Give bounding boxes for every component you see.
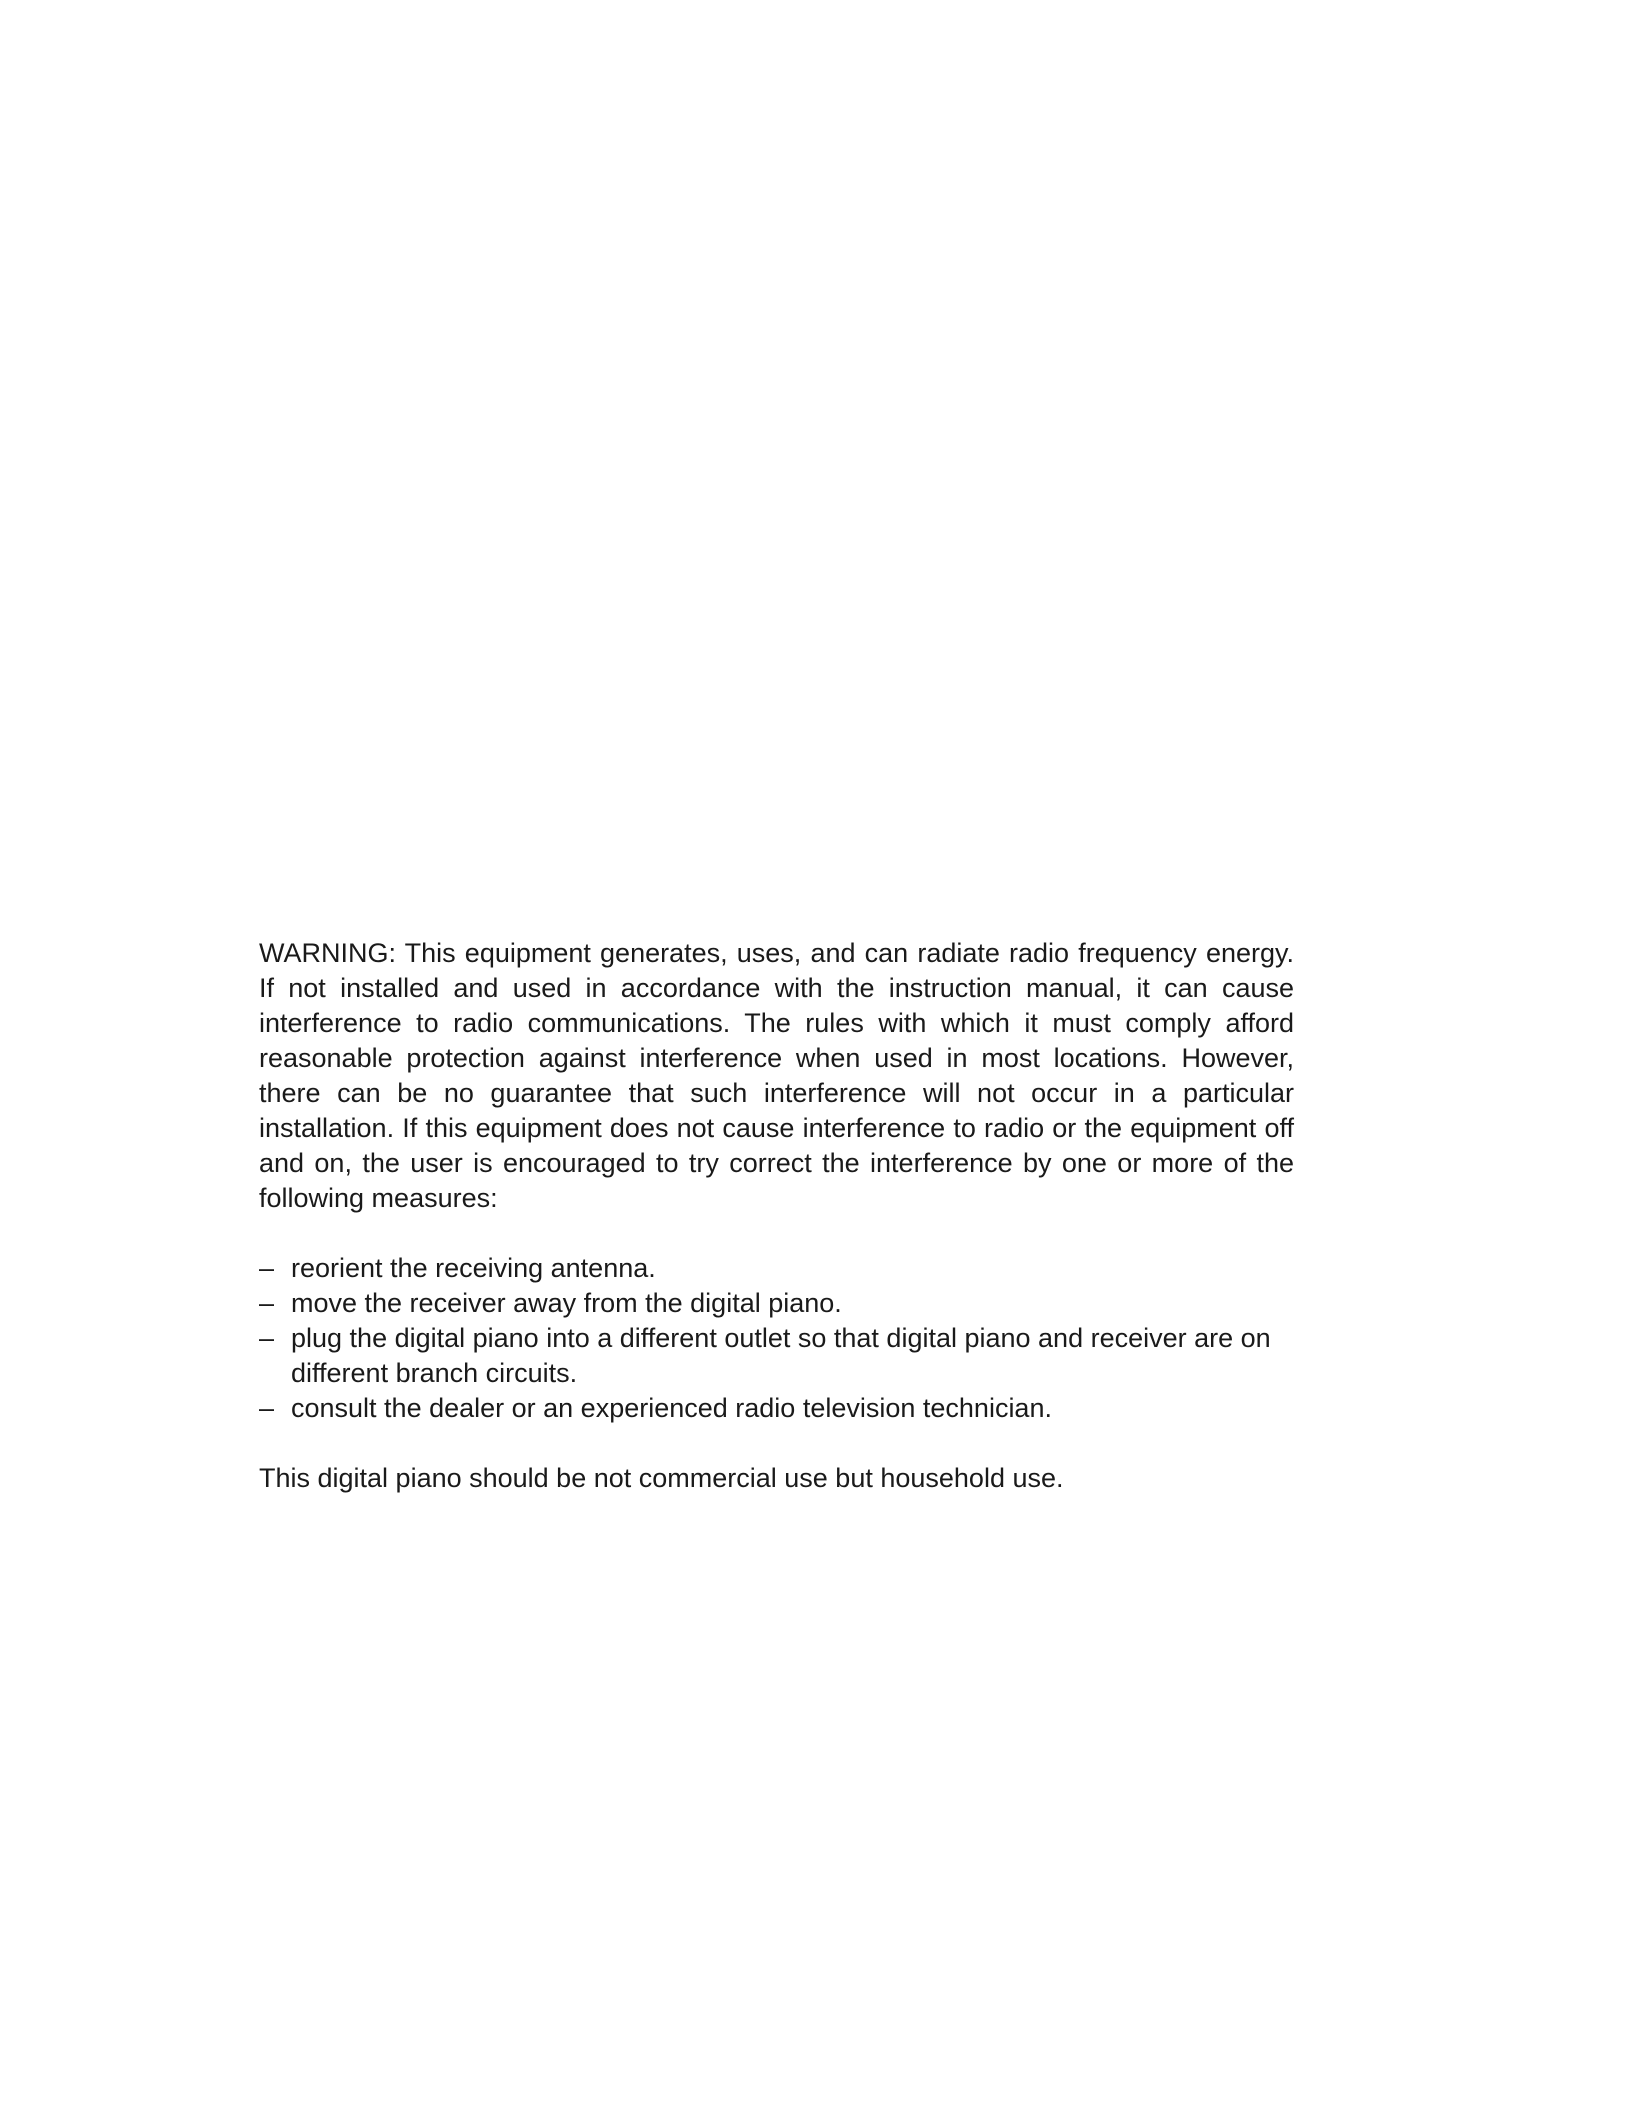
measure-text: plug the digital piano into a different outlet so that digital piano and receiver are on different branch circuits. bbox=[291, 1323, 1271, 1388]
list-item bbox=[259, 1321, 1271, 1391]
measures-list bbox=[259, 1251, 1294, 1426]
dash-bullet: – bbox=[259, 1288, 275, 1318]
measure-text: reorient the receiving antenna. bbox=[291, 1253, 656, 1283]
closing-statement: This digital piano should be not commercial use but household use. bbox=[259, 1463, 1064, 1493]
measure-text: consult the dealer or an experienced radio television technician. bbox=[291, 1393, 1052, 1423]
list-item bbox=[259, 1391, 1271, 1426]
fcc-warning-notice bbox=[259, 936, 1294, 1496]
dash-bullet: – bbox=[259, 1323, 275, 1353]
dash-bullet: – bbox=[259, 1393, 275, 1423]
dash-bullet: – bbox=[259, 1253, 275, 1283]
measure-text: move the receiver away from the digital piano. bbox=[291, 1288, 842, 1318]
warning-paragraph: WARNING: This equipment generates, uses, and can radiate radio frequency energy. If not installed and used in accordance with the instruction manual, it can cause interference to radio communications. The rules with which it must comply afford reasonable protection against interference when used in most locations. However, there can be no guarantee that such interference will not occur in a particular installation. If this equipment does not cause interference to radio or the equipment off and on, the user is encouraged to try correct the interference by one or more of the following measures: bbox=[259, 938, 1294, 1213]
list-item bbox=[259, 1251, 1271, 1286]
list-item bbox=[259, 1286, 1271, 1321]
